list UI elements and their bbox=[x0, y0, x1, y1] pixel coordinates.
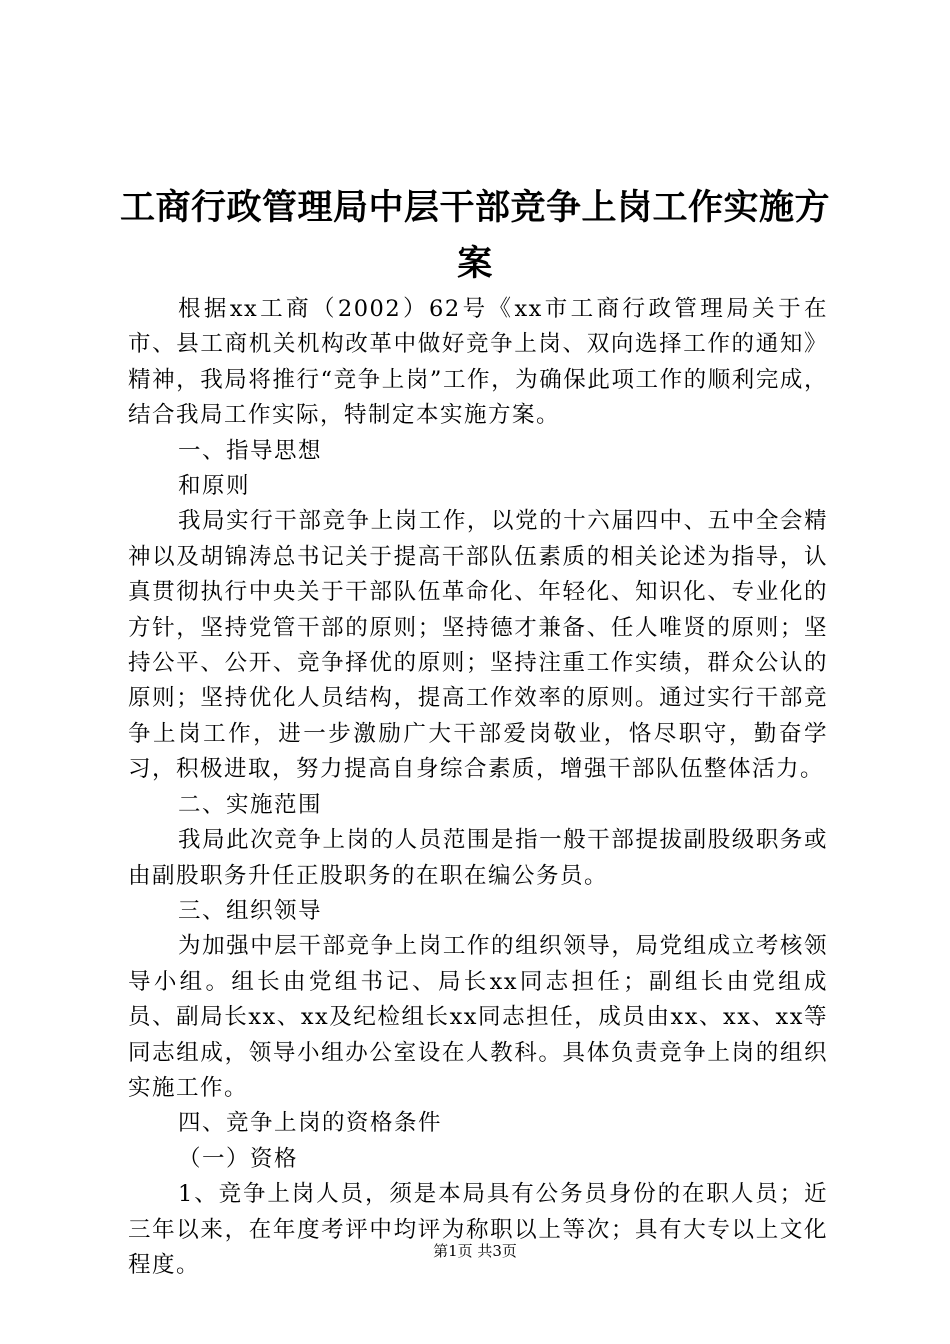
page-footer: 第1页 共3页 bbox=[433, 1242, 517, 1260]
section-heading-continuation: 和原则 bbox=[178, 473, 251, 500]
section-heading-guiding-thought: 一、指导思想 bbox=[178, 437, 323, 464]
intro-paragraph: 根据xx工商（2002）62号《xx市工商行政管理局关于在市、县工商机关机构改革中做好竞争上岗、双向选择工作的通知》精神，我局将推行“竞争上岗”工作，为确保此项工作的顺利完成，结合我局工作实际，特制定本实施方案。 bbox=[128, 296, 828, 429]
subsection-heading-qualification: （一）资格 bbox=[178, 1145, 299, 1172]
scope-paragraph: 我局此次竞争上岗的人员范围是指一般干部提拔副股级职务或由副股职务升任正股职务的在职在编公务员。 bbox=[128, 827, 828, 889]
leadership-paragraph: 为加强中层干部竞争上岗工作的组织领导，局党组成立考核领导小组。组长由党组书记、局长xx同志担任；副组长由党组成员、副局长xx、xx及纪检组长xx同志担任，成员由xx、xx、xx等同志组成，领导小组办公室设在人教科。具体负责竞争上岗的组织实施工作。 bbox=[128, 933, 828, 1101]
section-heading-leadership: 三、组织领导 bbox=[178, 897, 323, 924]
document-title: 工商行政管理局中层干部竞争上岗工作实施方案 bbox=[119, 188, 830, 284]
guiding-principles-paragraph: 我局实行干部竞争上岗工作，以党的十六届四中、五中全会精神以及胡锦涛总书记关于提高干部队伍素质的相关论述为指导，认真贯彻执行中央关于干部队伍革命化、年轻化、知识化、专业化的方针，坚持党管干部的原则；坚持德才兼备、任人唯贤的原则；坚持公平、公开、竞争择优的原则；坚持注重工作实绩，群众公认的原则；坚持优化人员结构，提高工作效率的原则。通过实行干部竞争上岗工作，进一步激励广大干部爱岗敬业，恪尽职守，勤奋学习，积极进取，努力提高自身综合素质，增强干部队伍整体活力。 bbox=[128, 508, 828, 783]
section-heading-qualifications: 四、竞争上岗的资格条件 bbox=[178, 1110, 443, 1137]
section-heading-scope: 二、实施范围 bbox=[178, 791, 323, 818]
qualification-item-1: 1、竞争上岗人员，须是本局具有公务员身份的在职人员；近三年以来，在年度考评中均评为称职以上等次；具有大专以上文化程度。 bbox=[128, 1181, 828, 1278]
document-body bbox=[128, 292, 828, 1283]
